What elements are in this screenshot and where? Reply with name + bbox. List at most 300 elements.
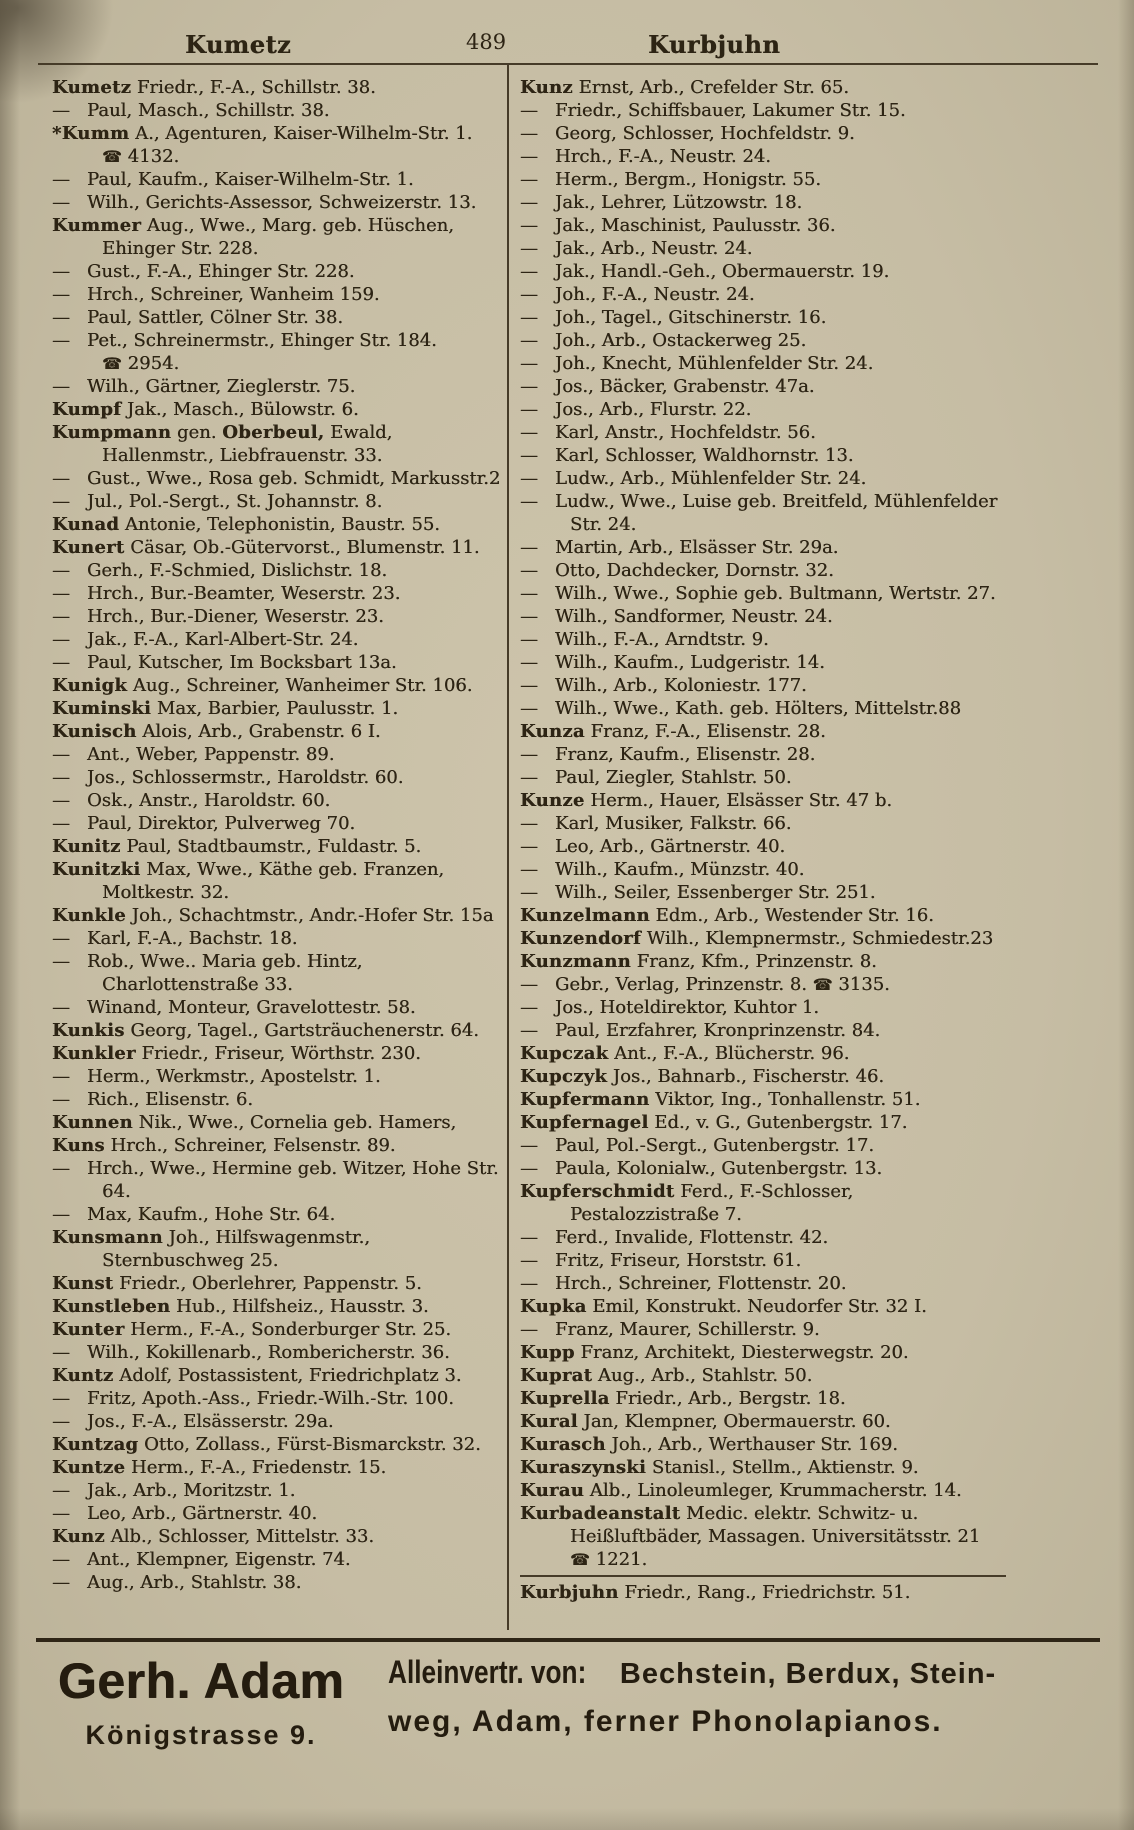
directory-entry: [520, 766, 1006, 789]
entry-text: Jan, Klempner, Obermauerstr. 60.: [577, 1411, 891, 1432]
directory-entry: [52, 1410, 504, 1433]
directory-entry: [52, 697, 504, 720]
entry-surname: Kunzendorf: [520, 928, 642, 949]
entry-text: Paul, Erzfahrer, Kronprinzenstr. 84.: [555, 1020, 881, 1041]
entry-text: Rich., Elisenstr. 6.: [87, 1089, 253, 1110]
entry-text: Franz, Maurer, Schillerstr. 9.: [555, 1319, 820, 1340]
entry-text: Martin, Arb., Elsässer Str. 29a.: [555, 537, 839, 558]
entry-text: Friedr., Oberlehrer, Pappenstr. 5.: [113, 1273, 422, 1294]
entry-text: Ant., Klempner, Eigenstr. 74.: [87, 1549, 351, 1570]
entry-text: Gerh., F.-Schmied, Dislichstr. 18.: [87, 560, 388, 581]
entry-dash: —: [52, 376, 70, 397]
entry-surname: Kuntze: [52, 1457, 126, 1478]
entry-dash: —: [52, 100, 70, 121]
entry-surname: Kunz: [520, 77, 573, 98]
directory-entry: [52, 421, 504, 467]
entry-surname: Kunzelmann: [520, 905, 650, 926]
entry-surname: Kunad: [52, 514, 120, 535]
entry-dash: —: [52, 813, 70, 834]
entry-surname: Kunze: [520, 790, 585, 811]
entry-dash: —: [52, 284, 70, 305]
entry-surname: Kuntzag: [52, 1434, 139, 1455]
entry-text: Paul, Pol.-Sergt., Gutenbergstr. 17.: [555, 1135, 875, 1156]
entry-dash: —: [52, 1342, 70, 1363]
entry-surname: Kurbadeanstalt: [520, 1503, 681, 1524]
entry-dash: —: [520, 675, 538, 696]
entry-dash: —: [52, 1388, 70, 1409]
directory-entry: [52, 559, 504, 582]
entry-dash: —: [520, 307, 538, 328]
phone-icon: ☎: [812, 975, 833, 994]
entry-text: Edm., Arb., Westender Str. 16.: [649, 905, 934, 926]
entry-dash: —: [520, 859, 538, 880]
entry-dash: —: [520, 1135, 538, 1156]
entry-text: Jos., Bahnarb., Fischerstr. 46.: [607, 1066, 885, 1087]
entry-text: Fritz, Friseur, Horststr. 61.: [555, 1250, 802, 1271]
entry-dash: —: [52, 928, 70, 949]
entry-surname: Kunz: [52, 1526, 105, 1547]
entry-dash: —: [520, 560, 538, 581]
entry-text: Joh., Arb., Werthauser Str. 169.: [605, 1434, 898, 1455]
directory-entry: [52, 1088, 504, 1111]
entry-text: Adolf, Postassistent, Friedrichplatz 3.: [113, 1365, 462, 1386]
entry-text: Jos., Arb., Flurstr. 22.: [555, 399, 752, 420]
right-column: [520, 76, 1006, 1604]
entry-text: Ant., F.-A., Blücherstr. 96.: [608, 1043, 850, 1064]
entry-dash: —: [52, 468, 70, 489]
entry-text: Jos., Schlossermstr., Haroldstr. 60.: [87, 767, 404, 788]
advertisement: [40, 1652, 1100, 1812]
entry-surname: Kural: [520, 1411, 578, 1432]
entry-surname: Kunkle: [52, 905, 126, 926]
entry-dash: —: [52, 169, 70, 190]
entry-text: Jul., Pol.-Sergt., St. Johannstr. 8.: [87, 491, 383, 512]
entry-dash: —: [52, 583, 70, 604]
entry-surname: Kumpmann: [52, 422, 172, 443]
entry-text: Hrch., F.-A., Neustr. 24.: [555, 146, 771, 167]
entry-text: Rob., Wwe.. Maria geb. Hintz, Charlottenstraße 33.: [87, 951, 363, 995]
directory-entry: [520, 674, 1006, 697]
directory-entry: [520, 858, 1006, 881]
directory-entry: [520, 122, 1006, 145]
entry-text: Jak., Masch., Bülowstr. 6.: [121, 399, 359, 420]
entry-dash: —: [520, 836, 538, 857]
entry-dash: —: [52, 330, 70, 351]
directory-entry: [520, 973, 1006, 996]
entry-surname: Kurasch: [520, 1434, 606, 1455]
entry-dash: —: [52, 1480, 70, 1501]
entry-text: Paul, Direktor, Pulverweg 70.: [87, 813, 356, 834]
entry-surname: Kupfermann: [520, 1089, 650, 1110]
entry-text: Hrch., Schreiner, Flottenstr. 20.: [555, 1273, 847, 1294]
entry-text: Paul, Masch., Schillstr. 38.: [87, 100, 330, 121]
entry-text: Max, Kaufm., Hohe Str. 64.: [87, 1204, 336, 1225]
entry-text: Georg, Tagel., Gartsträuchenerstr. 64.: [124, 1020, 479, 1041]
entry-text: Jak., Handl.-Geh., Obermauerstr. 19.: [555, 261, 890, 282]
entry-surname: Kunert: [52, 537, 125, 558]
entry-text: Wilh., Gärtner, Zieglerstr. 75.: [87, 376, 356, 397]
column-divider: [507, 65, 509, 1630]
entry-dash: —: [52, 744, 70, 765]
entry-dash: —: [52, 790, 70, 811]
directory-entry: [52, 720, 504, 743]
entry-surname: Kunisch: [52, 721, 137, 742]
entry-surname: Oberbeul,: [222, 422, 325, 443]
directory-entry: [520, 628, 1006, 651]
entry-text: Jos., Hoteldirektor, Kuhtor 1.: [555, 997, 820, 1018]
entry-surname: Kupczak: [520, 1043, 609, 1064]
directory-entry: [520, 306, 1006, 329]
entry-text: Jak., Maschinist, Paulusstr. 36.: [555, 215, 836, 236]
directory-entry: [520, 168, 1006, 191]
directory-entry: [520, 444, 1006, 467]
directory-entry: [52, 375, 504, 398]
phone-icon: ☎: [570, 1550, 590, 1569]
directory-entry: [52, 766, 504, 789]
entry-dash: —: [52, 1204, 70, 1225]
directory-entry: [52, 1387, 504, 1410]
entry-dash: —: [520, 583, 538, 604]
entry-text: Gust., Wwe., Rosa geb. Schmidt, Markusstr.2: [87, 468, 501, 489]
entry-text: Franz, F.-A., Elisenstr. 28.: [584, 721, 826, 742]
entry-dash: —: [520, 652, 538, 673]
entry-text: Paul, Ziegler, Stahlstr. 50.: [555, 767, 792, 788]
directory-entry: [520, 1456, 1006, 1479]
entry-text: Paul, Kaufm., Kaiser-Wilhelm-Str. 1.: [87, 169, 414, 190]
directory-entry: [520, 559, 1006, 582]
entry-text: Paul, Stadtbaumstr., Fuldastr. 5.: [120, 836, 422, 857]
directory-entry: [520, 743, 1006, 766]
entry-text: Alb., Linoleumleger, Krummacherstr. 14.: [584, 1480, 962, 1501]
entry-text: Winand, Monteur, Gravelottestr. 58.: [87, 997, 416, 1018]
directory-entry: [520, 881, 1006, 904]
entry-surname: Kuntz: [52, 1365, 114, 1386]
directory-entry: [520, 145, 1006, 168]
entry-dash: —: [52, 1158, 70, 1179]
entry-text: Jak., Lehrer, Lützowstr. 18.: [555, 192, 803, 213]
entry-text: Otto, Zollass., Fürst-Bismarckstr. 32.: [138, 1434, 481, 1455]
entry-surname: Kumpf: [52, 399, 122, 420]
entry-surname: Kuminski: [52, 698, 152, 719]
entry-text: Aug., Wwe., Marg. geb. Hüschen, Ehinger Str. 228.: [102, 215, 454, 259]
directory-entry: [52, 651, 504, 674]
entry-dash: —: [52, 767, 70, 788]
ad-company-name: Gerh. Adam: [57, 1653, 345, 1709]
entry-text: Alois, Arb., Grabenstr. 6 I.: [136, 721, 381, 742]
ad-right-block: [362, 1652, 1100, 1812]
entry-dash: —: [520, 169, 538, 190]
entry-dash: —: [520, 238, 538, 259]
entry-text: Herm., Hauer, Elsässer Str. 47 b.: [584, 790, 893, 811]
entry-dash: —: [520, 353, 538, 374]
entry-text: Hrch., Schreiner, Wanheim 159.: [87, 284, 380, 305]
entry-dash: —: [52, 1411, 70, 1432]
directory-entry: [520, 1575, 1006, 1604]
entry-text: Herm., Werkmstr., Apostelstr. 1.: [87, 1066, 381, 1087]
directory-entry: [520, 720, 1006, 743]
directory-entry: [52, 789, 504, 812]
entry-dash: —: [520, 997, 538, 1018]
entry-text: Herm., F.-A., Friedenstr. 15.: [125, 1457, 387, 1478]
entry-text: Karl, Musiker, Falkstr. 66.: [555, 813, 792, 834]
directory-entry: [52, 674, 504, 697]
directory-entry: [52, 1134, 504, 1157]
entry-dash: —: [520, 1273, 538, 1294]
ad-line2-text: weg, Adam, ferner Phonolapianos.: [388, 1705, 943, 1738]
ad-line1-text: Bechstein, Berdux, Stein-: [619, 1658, 997, 1690]
entry-surname: Kuraszynski: [520, 1457, 647, 1478]
entry-text: Leo, Arb., Gärtnerstr. 40.: [87, 1503, 318, 1524]
entry-dash: —: [520, 1158, 538, 1179]
directory-entry: [520, 1157, 1006, 1180]
entry-text: Aug., Arb., Stahlstr. 38.: [87, 1572, 302, 1593]
entry-dash: —: [520, 974, 538, 995]
directory-entry: [520, 375, 1006, 398]
entry-surname: Kuprat: [520, 1365, 593, 1386]
directory-entry: [520, 283, 1006, 306]
entry-text: Hub., Hilfsheiz., Hausstr. 3.: [170, 1296, 429, 1317]
directory-entry: [520, 1410, 1006, 1433]
entry-text: Leo, Arb., Gärtnerstr. 40.: [555, 836, 786, 857]
entry-text: Wilh., Seiler, Essenberger Str. 251.: [555, 882, 876, 903]
directory-entry: [52, 260, 504, 283]
entry-text: Stanisl., Stellm., Aktienstr. 9.: [646, 1457, 919, 1478]
directory-entry: [520, 1249, 1006, 1272]
directory-entry: [520, 421, 1006, 444]
entry-surname: Kupfernagel: [520, 1112, 649, 1133]
entry-surname: Kunitz: [52, 836, 121, 857]
directory-entry: [520, 927, 1006, 950]
directory-entry: [520, 329, 1006, 352]
directory-entry: [520, 237, 1006, 260]
entry-surname: Kunkis: [52, 1020, 125, 1041]
directory-entry: [52, 1571, 504, 1594]
entry-dash: —: [520, 146, 538, 167]
entry-text: Georg, Schlosser, Hochfeldstr. 9.: [555, 123, 855, 144]
entry-dash: —: [52, 1549, 70, 1570]
entry-dash: —: [520, 123, 538, 144]
entry-surname: Kunsmann: [52, 1227, 163, 1248]
entry-text: Wilh., Wwe., Kath. geb. Hölters, Mittelstr.88: [555, 698, 962, 719]
entry-text: Friedr., Friseur, Wörthstr. 230.: [135, 1043, 421, 1064]
directory-entry: [520, 835, 1006, 858]
entry-dash: —: [52, 1089, 70, 1110]
entry-text: Paula, Kolonialw., Gutenbergstr. 13.: [555, 1158, 883, 1179]
entry-text: Max, Barbier, Paulusstr. 1.: [151, 698, 399, 719]
phone-entry: ☎ 1221.: [570, 1549, 648, 1570]
entry-text: Pet., Schreinermstr., Ehinger Str. 184.: [87, 330, 437, 351]
entry-surname: Kunst: [52, 1273, 114, 1294]
entry-text: Franz, Kaufm., Elisenstr. 28.: [555, 744, 816, 765]
entry-dash: —: [520, 629, 538, 650]
entry-text: Aug., Schreiner, Wanheimer Str. 106.: [127, 675, 473, 696]
directory-entry: [52, 99, 504, 122]
entry-dash: —: [520, 813, 538, 834]
directory-entry: [52, 467, 504, 490]
entry-text: Wilh., Kokillenarb., Rombericherstr. 36.: [87, 1342, 450, 1363]
entry-dash: —: [520, 882, 538, 903]
directory-entry: [520, 651, 1006, 674]
entry-text: Paul, Sattler, Cölner Str. 38.: [87, 307, 344, 328]
entry-dash: —: [52, 606, 70, 627]
phone-icon: ☎: [102, 147, 122, 166]
directory-entry: [52, 1433, 504, 1456]
directory-entry: [52, 1203, 504, 1226]
entry-dash: —: [520, 767, 538, 788]
entry-surname: Kupczyk: [520, 1066, 608, 1087]
entry-text: Karl, Anstr., Hochfeldstr. 56.: [555, 422, 816, 443]
directory-entry: [520, 1387, 1006, 1410]
directory-entry: [52, 76, 504, 99]
entry-surname: Kuns: [52, 1135, 105, 1156]
entry-text: Ferd., F.-Schlosser, Pestalozzistraße 7.: [570, 1181, 854, 1225]
directory-entry: [520, 1479, 1006, 1502]
directory-entry: [520, 1272, 1006, 1295]
entry-dash: —: [520, 744, 538, 765]
entry-text: Jak., Arb., Moritzstr. 1.: [87, 1480, 296, 1501]
directory-entry: [52, 1318, 504, 1341]
directory-entry: [520, 812, 1006, 835]
entry-surname: Kunter: [52, 1319, 125, 1340]
directory-entry: [52, 858, 504, 904]
entry-surname: Kupp: [520, 1342, 575, 1363]
entry-dash: —: [520, 491, 538, 512]
entry-dash: —: [52, 1066, 70, 1087]
entry-text: A., Agenturen, Kaiser-Wilhelm-Str. 1.: [129, 123, 473, 144]
entry-text: Friedr., Rang., Friedrichstr. 51.: [618, 1582, 911, 1603]
entry-text: Jak., F.-A., Karl-Albert-Str. 24.: [87, 629, 359, 650]
directory-entry: [52, 812, 504, 835]
entry-text: Jos., F.-A., Elsässerstr. 29a.: [87, 1411, 334, 1432]
entry-dash: —: [520, 330, 538, 351]
ad-company-address: Königstrasse 9.: [85, 1720, 317, 1750]
entry-text: Hrch., Wwe., Hermine geb. Witzer, Hohe Str. 64.: [87, 1158, 499, 1202]
directory-entry: [520, 1111, 1006, 1134]
entry-dash: —: [52, 307, 70, 328]
directory-entry: [520, 536, 1006, 559]
directory-entry: [52, 628, 504, 651]
directory-entry: [52, 398, 504, 421]
directory-entry: [520, 1433, 1006, 1456]
entry-text: Emil, Konstrukt. Neudorfer Str. 32 I.: [586, 1296, 927, 1317]
header-guide-word-left: Kumetz: [185, 30, 292, 59]
entry-dash: —: [52, 1572, 70, 1593]
directory-entry: [52, 835, 504, 858]
entry-text: Hrch., Schreiner, Felsenstr. 89.: [104, 1135, 396, 1156]
directory-entry: [52, 1157, 504, 1203]
directory-entry: [52, 1479, 504, 1502]
entry-dash: —: [520, 445, 538, 466]
directory-entry: [520, 1502, 1006, 1571]
entry-dash: —: [520, 376, 538, 397]
page-number: 489: [466, 30, 507, 54]
entry-surname: Kunstleben: [52, 1296, 171, 1317]
entry-text: Alb., Schlosser, Mittelstr. 33.: [104, 1526, 375, 1547]
directory-entry: [520, 99, 1006, 122]
entry-text: Joh., Schachtmstr., Andr.-Hofer Str. 15a: [126, 905, 494, 926]
directory-entry: [52, 306, 504, 329]
entry-dash: —: [520, 537, 538, 558]
directory-entry: [52, 1548, 504, 1571]
directory-entry: [52, 513, 504, 536]
entry-text: Max, Wwe., Käthe geb. Franzen, Moltkestr. 32.: [102, 859, 445, 903]
directory-entry: [520, 1042, 1006, 1065]
directory-entry: [52, 214, 504, 260]
ad-separator-rule: [36, 1638, 1100, 1642]
directory-entry: [52, 582, 504, 605]
entry-surname: *Kumm: [52, 123, 130, 144]
directory-entry: [520, 398, 1006, 421]
directory-entry: [52, 191, 504, 214]
entry-dash: —: [520, 606, 538, 627]
entry-dash: —: [52, 1503, 70, 1524]
directory-entry: [520, 582, 1006, 605]
entry-text: Aug., Arb., Stahlstr. 50.: [592, 1365, 813, 1386]
entry-text: Ferd., Invalide, Flottenstr. 42.: [555, 1227, 829, 1248]
entry-surname: Kummer: [52, 215, 142, 236]
phone-icon: ☎: [102, 354, 122, 373]
entry-text: Osk., Anstr., Haroldstr. 60.: [87, 790, 331, 811]
ad-line1-label: Alleinvertr. von:: [388, 1654, 587, 1690]
entry-text: Gebr., Verlag, Prinzenstr. 8.: [555, 974, 813, 995]
entry-dash: —: [52, 997, 70, 1018]
entry-dash: —: [520, 1020, 538, 1041]
entry-surname: Kuprella: [520, 1388, 610, 1409]
directory-entry: [52, 1341, 504, 1364]
entry-text: Otto, Dachdecker, Dornstr. 32.: [555, 560, 834, 581]
entry-dash: —: [520, 1250, 538, 1271]
entry-text: Gust., F.-A., Ehinger Str. 228.: [87, 261, 355, 282]
phone-entry: ☎ 2954.: [102, 353, 180, 374]
entry-dash: —: [52, 192, 70, 213]
entry-text: Hrch., Bur.-Diener, Weserstr. 23.: [87, 606, 384, 627]
entry-text: Jos., Bäcker, Grabenstr. 47a.: [555, 376, 815, 397]
phone-entry: ☎ 4132.: [102, 146, 180, 167]
entry-surname: Kunigk: [52, 675, 128, 696]
entry-dash: —: [52, 560, 70, 581]
directory-entry: [52, 996, 504, 1019]
entry-text: Friedr., Arb., Bergstr. 18.: [609, 1388, 846, 1409]
directory-entry: [52, 329, 504, 375]
directory-entry: [520, 1318, 1006, 1341]
directory-entry: [520, 260, 1006, 283]
entry-text: Wilh., Kaufm., Münzstr. 40.: [555, 859, 805, 880]
entry-text: Joh., F.-A., Neustr. 24.: [555, 284, 755, 305]
entry-text: Wilh., Wwe., Sophie geb. Bultmann, Wertstr. 27.: [555, 583, 996, 604]
entry-surname: Kunza: [520, 721, 585, 742]
directory-entry: [52, 1502, 504, 1525]
directory-entry: [52, 168, 504, 191]
directory-entry: [52, 743, 504, 766]
entry-text: Franz, Architekt, Diesterwegstr. 20.: [574, 1342, 909, 1363]
directory-entry: [52, 927, 504, 950]
header-guide-word-right: Kurbjuhn: [648, 30, 781, 59]
entry-text: Hrch., Bur.-Beamter, Weserstr. 23.: [87, 583, 401, 604]
directory-entry: [52, 904, 504, 927]
entry-surname: Kunnen: [52, 1112, 133, 1133]
directory-entry: [520, 1180, 1006, 1226]
entry-surname: Kunitzki: [52, 859, 141, 880]
directory-entry: [520, 214, 1006, 237]
directory-entry: [520, 789, 1006, 812]
entry-surname: Kunzmann: [520, 951, 631, 972]
entry-text: Friedr., Schiffsbauer, Lakumer Str. 15.: [555, 100, 906, 121]
entry-text: Karl, F.-A., Bachstr. 18.: [87, 928, 298, 949]
entry-dash: —: [520, 284, 538, 305]
entry-text: Joh., Tagel., Gitschinerstr. 16.: [555, 307, 827, 328]
directory-entry: [52, 1295, 504, 1318]
entry-dash: —: [520, 100, 538, 121]
